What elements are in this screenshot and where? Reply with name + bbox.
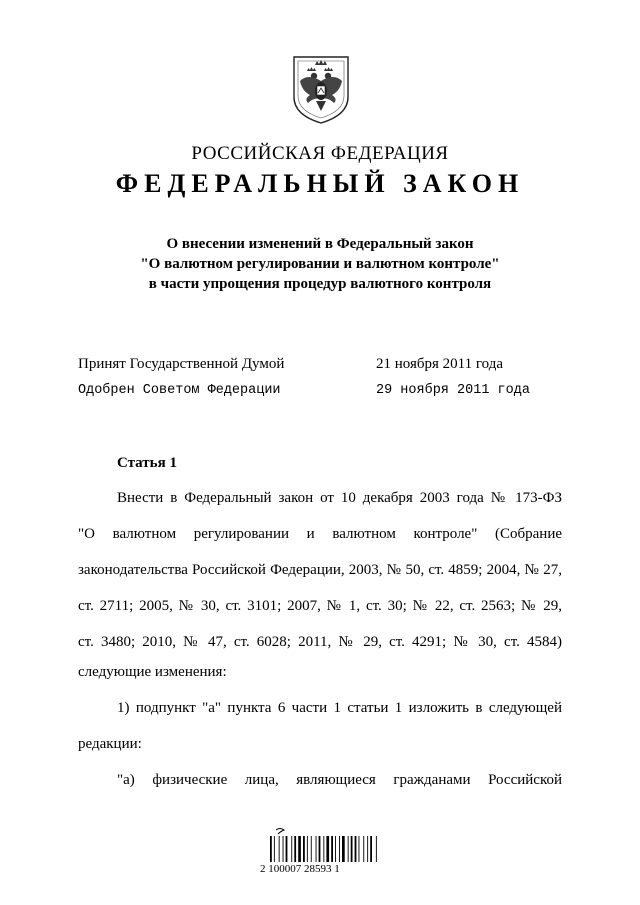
barcode-number: 2 100007 28593 1 xyxy=(260,863,340,875)
law-subject xyxy=(0,234,640,294)
subject-line: в части упрощения процедур валютного контроля xyxy=(148,276,492,292)
subject-line: "О валютном регулировании и валютном контроле" xyxy=(140,256,500,272)
subject-line: О внесении изменений в Федеральный закон xyxy=(166,236,474,252)
coat-of-arms-emblem xyxy=(288,51,354,125)
document-barcode xyxy=(268,826,380,862)
article-text-line: следующие изменения: xyxy=(78,664,227,680)
article-text-line: "а) физические лица, являющиеся гражданами Российской xyxy=(117,772,562,788)
article-text-line: "О валютном регулировании и валютном контроле" (Собрание xyxy=(78,526,562,542)
council-approval-label: Одобрен Советом Федерации xyxy=(78,383,281,398)
duma-adoption-date: 21 ноября 2011 года xyxy=(376,356,504,372)
article-text-line: ст. 2711; 2005, № 30, ст. 3101; 2007, № 1, ст. 30; № 22, ст. 2563; № 29, xyxy=(78,598,562,614)
article-text-line: ст. 3480; 2010, № 47, ст. 6028; 2011, № 29, ст. 4291; № 30, ст. 4584) xyxy=(78,634,562,650)
country-name: РОССИЙСКАЯ ФЕДЕРАЦИЯ xyxy=(191,143,449,164)
article-heading: Статья 1 xyxy=(117,455,177,471)
article-text-line: редакции: xyxy=(78,736,142,752)
article-text-line: 1) подпункт "а" пункта 6 части 1 статьи 1 изложить в следующей xyxy=(117,700,562,716)
document-type-title: ФЕДЕРАЛЬНЫЙ ЗАКОН xyxy=(115,169,525,198)
council-approval-date: 29 ноября 2011 года xyxy=(376,383,530,398)
article-text-line: Внести в Федеральный закон от 10 декабря 2003 года № 173-ФЗ xyxy=(117,490,562,506)
article-text-line: законодательства Российской Федерации, 2003, № 50, ст. 4859; 2004, № 27, xyxy=(78,562,562,578)
duma-adoption-label: Принят Государственной Думой xyxy=(78,356,285,372)
